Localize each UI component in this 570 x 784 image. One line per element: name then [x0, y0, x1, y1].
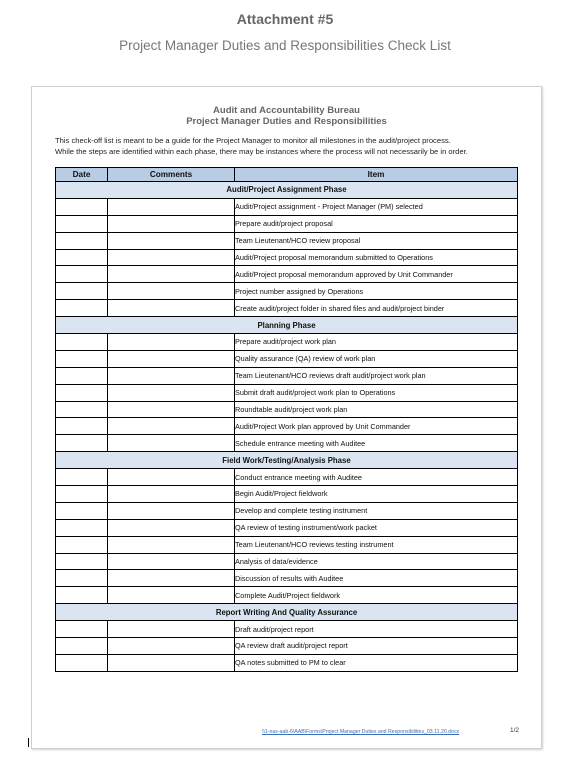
table-row	[56, 486, 518, 503]
item-cell: QA review of testing instrument/work packet	[235, 519, 518, 536]
phase-heading: Field Work/Testing/Analysis Phase	[56, 452, 518, 469]
column-header-item: Item	[235, 168, 518, 182]
footer-file-path-link[interactable]: \\1-nas-aab-6\AAB\Forms\Project Manager Duties and Responsibilities_03.11.20.docx	[262, 729, 460, 735]
phase-row	[56, 452, 518, 469]
item-cell: Roundtable audit/project work plan	[235, 401, 518, 418]
comments-cell[interactable]	[108, 418, 235, 435]
item-cell: Complete Audit/Project fieldwork	[235, 587, 518, 604]
phase-row	[56, 182, 518, 199]
date-cell[interactable]	[56, 654, 108, 671]
column-header-comments: Comments	[108, 168, 235, 182]
date-cell[interactable]	[56, 638, 108, 655]
table-row	[56, 638, 518, 655]
comments-cell[interactable]	[108, 384, 235, 401]
page-number: 1/2	[510, 727, 520, 734]
comments-cell[interactable]	[108, 553, 235, 570]
item-cell: Prepare audit/project work plan	[235, 334, 518, 351]
table-row	[56, 654, 518, 671]
comments-cell[interactable]	[108, 334, 235, 351]
item-cell: QA notes submitted to PM to clear	[235, 654, 518, 671]
table-row	[56, 469, 518, 486]
item-cell: Audit/Project proposal memorandum approved by Unit Commander	[235, 266, 518, 283]
date-cell[interactable]	[56, 384, 108, 401]
item-cell: Audit/Project Work plan approved by Unit Commander	[235, 418, 518, 435]
item-cell: Audit/Project assignment - Project Manager (PM) selected	[235, 198, 518, 215]
item-cell: Create audit/project folder in shared files and audit/project binder	[235, 300, 518, 317]
comments-cell[interactable]	[108, 536, 235, 553]
date-cell[interactable]	[56, 249, 108, 266]
date-cell[interactable]	[56, 486, 108, 503]
comments-cell[interactable]	[108, 300, 235, 317]
phase-heading: Report Writing And Quality Assurance	[56, 604, 518, 621]
item-cell: Project number assigned by Operations	[235, 283, 518, 300]
date-cell[interactable]	[56, 198, 108, 215]
date-cell[interactable]	[56, 519, 108, 536]
comments-cell[interactable]	[108, 367, 235, 384]
attachment-subtitle: Project Manager Duties and Responsibilities Check List	[119, 38, 451, 53]
date-cell[interactable]	[56, 536, 108, 553]
item-cell: Develop and complete testing instrument	[235, 502, 518, 519]
item-cell: Schedule entrance meeting with Auditee	[235, 435, 518, 452]
comments-cell[interactable]	[108, 469, 235, 486]
table-row	[56, 350, 518, 367]
date-cell[interactable]	[56, 350, 108, 367]
table-row	[56, 621, 518, 638]
date-cell[interactable]	[56, 215, 108, 232]
comments-cell[interactable]	[108, 654, 235, 671]
date-cell[interactable]	[56, 232, 108, 249]
phase-heading: Planning Phase	[56, 317, 518, 334]
item-cell: Discussion of results with Auditee	[235, 570, 518, 587]
intro-line-2: While the steps are identified within each phase, there may be instances where the process will not necessarily be in order.	[55, 147, 468, 156]
item-cell: Conduct entrance meeting with Auditee	[235, 469, 518, 486]
item-cell: Prepare audit/project proposal	[235, 215, 518, 232]
item-cell: Begin Audit/Project fieldwork	[235, 486, 518, 503]
phase-heading: Audit/Project Assignment Phase	[56, 182, 518, 199]
date-cell[interactable]	[56, 587, 108, 604]
table-row	[56, 587, 518, 604]
item-cell: Quality assurance (QA) review of work plan	[235, 350, 518, 367]
table-row	[56, 519, 518, 536]
comments-cell[interactable]	[108, 401, 235, 418]
date-cell[interactable]	[56, 367, 108, 384]
table-row	[56, 198, 518, 215]
comments-cell[interactable]	[108, 435, 235, 452]
table-row	[56, 502, 518, 519]
item-cell: Submit draft audit/project work plan to Operations	[235, 384, 518, 401]
comments-cell[interactable]	[108, 621, 235, 638]
table-row	[56, 401, 518, 418]
comments-cell[interactable]	[108, 283, 235, 300]
comments-cell[interactable]	[108, 502, 235, 519]
date-cell[interactable]	[56, 621, 108, 638]
comments-cell[interactable]	[108, 638, 235, 655]
table-row	[56, 283, 518, 300]
table-row	[56, 300, 518, 317]
comments-cell[interactable]	[108, 570, 235, 587]
table-row	[56, 367, 518, 384]
item-cell: QA review draft audit/project report	[235, 638, 518, 655]
document-title: Project Manager Duties and Responsibilities	[186, 116, 387, 127]
item-cell: Draft audit/project report	[235, 621, 518, 638]
comments-cell[interactable]	[108, 266, 235, 283]
comments-cell[interactable]	[108, 486, 235, 503]
table-row	[56, 334, 518, 351]
table-row	[56, 384, 518, 401]
date-cell[interactable]	[56, 435, 108, 452]
item-cell: Team Lieutenant/HCO reviews draft audit/project work plan	[235, 367, 518, 384]
date-cell[interactable]	[56, 401, 108, 418]
comments-cell[interactable]	[108, 198, 235, 215]
date-cell[interactable]	[56, 300, 108, 317]
text-cursor	[28, 738, 29, 747]
item-cell: Analysis of data/evidence	[235, 553, 518, 570]
table-row	[56, 418, 518, 435]
date-cell[interactable]	[56, 553, 108, 570]
date-cell[interactable]	[56, 334, 108, 351]
phase-row	[56, 604, 518, 621]
document-organization: Audit and Accountability Bureau	[213, 105, 360, 116]
comments-cell[interactable]	[108, 519, 235, 536]
phase-row	[56, 317, 518, 334]
comments-cell[interactable]	[108, 350, 235, 367]
comments-cell[interactable]	[108, 232, 235, 249]
item-cell: Audit/Project proposal memorandum submitted to Operations	[235, 249, 518, 266]
comments-cell[interactable]	[108, 587, 235, 604]
table-row	[56, 570, 518, 587]
column-header-date: Date	[56, 168, 108, 182]
checklist-table	[55, 167, 518, 672]
date-cell[interactable]	[56, 469, 108, 486]
date-cell[interactable]	[56, 570, 108, 587]
document-page	[31, 86, 542, 749]
date-cell[interactable]	[56, 418, 108, 435]
table-row	[56, 249, 518, 266]
table-row	[56, 435, 518, 452]
comments-cell[interactable]	[108, 215, 235, 232]
table-row	[56, 266, 518, 283]
date-cell[interactable]	[56, 502, 108, 519]
table-row	[56, 536, 518, 553]
intro-line-1: This check-off list is meant to be a guide for the Project Manager to monitor all milestones in the audit/project process.	[55, 136, 451, 145]
date-cell[interactable]	[56, 283, 108, 300]
item-cell: Team Lieutenant/HCO reviews testing instrument	[235, 536, 518, 553]
table-row	[56, 215, 518, 232]
table-row	[56, 232, 518, 249]
item-cell: Team Lieutenant/HCO review proposal	[235, 232, 518, 249]
intro-text	[55, 135, 535, 157]
table-header-row	[56, 168, 518, 182]
table-row	[56, 553, 518, 570]
date-cell[interactable]	[56, 266, 108, 283]
attachment-title: Attachment #5	[236, 11, 334, 27]
comments-cell[interactable]	[108, 249, 235, 266]
